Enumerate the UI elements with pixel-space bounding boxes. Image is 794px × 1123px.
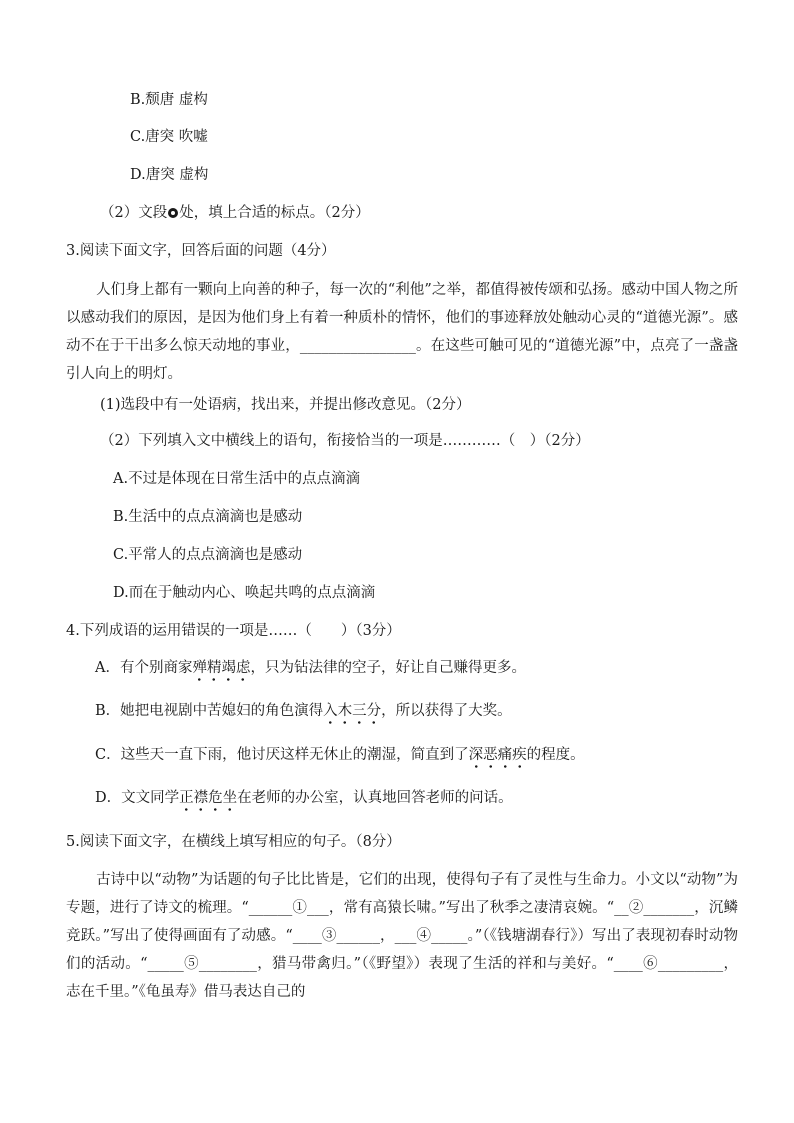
q4-b-post: ，所以获得了大奖。 [381,703,512,719]
q2-option-d: D.唐突 虚构 [130,167,209,183]
black-circle-mark-icon [168,208,178,218]
q4-a-pre: A．有个别商家 [95,660,193,676]
q4-c-post: 的程度。 [526,747,585,763]
q3-option-a: A.不过是体现在日常生活中的点点滴滴 [113,471,361,487]
q4-option-a [95,658,526,678]
q4-c-pre: C．这些天一直下雨，他讨厌这样无休止的潮湿，简直到了 [95,747,469,763]
q4-option-c [95,745,585,765]
q5-passage [66,866,738,1006]
q3-passage [66,276,738,388]
q4-heading: 4.下列成语的运用错误的一项是……（ ）（3分） [66,623,401,639]
q4-option-d [95,788,513,808]
q5-passage-text: 古诗中以“动物”为话题的句子比比皆是，它们的出现，使得句子有了灵性与生命力。小文以“动物”为专题，进行了诗文的梳理。“______①___，常有高猿长啸。”写出了秋季之凄清哀婉。“__②_______，沉鳞竞跃。”写出了使得画面有了动感。“____③______，___④_____。”（《钱塘湖春行》）写出了表现初春时动物们的活动。“_____⑤________，猎马带禽归。”（《野望》）表现了生活的祥和与美好。“____⑥_________，志在千里。”《龟虽寿》借马表达自己的 [66,872,738,1000]
q3-heading: 3.阅读下面文字，回答后面的问题（4分） [66,243,336,259]
q3-passage-text: 人们身上都有一颗向上向善的种子，每一次的“利他”之举，都值得被传颂和弘扬。感动中国人物之所以感动我们的原因，是因为他们身上有着一种质朴的情怀，他们的事迹释放处触动心灵的“道德光源”。感动不在于干出多么惊天动地的事业，________________。在这些可触可见的“道德光源”中，点亮了一盏盏引人向上的明灯。 [66,282,738,382]
q2-sub-question-2 [100,203,370,223]
q2-sub2-after: 处，填上合适的标点。（2分） [179,205,370,221]
q5-heading: 5.阅读下面文字，在横线上填写相应的句子。（8分） [66,834,401,850]
q3-option-b: B.生活中的点点滴滴也是感动 [113,509,303,525]
q4-d-idiom: 正襟危坐 [179,790,237,812]
q3-sub-question-1: (1)选段中有一处语病，找出来，并提出修改意见。（2分） [100,397,471,413]
q4-a-post: ，只为钻法律的空子，好让自己赚得更多。 [250,660,526,676]
q3-option-d: D.而在于触动内心、唤起共鸣的点点滴滴 [113,585,376,601]
q2-option-c: C.唐突 吹嘘 [130,129,208,145]
q2-sub2-before: （2）文段 [100,205,168,221]
q4-c-idiom: 深恶痛疾 [469,747,527,769]
q3-sub-question-2: （2）下列填入文中横线上的语句，衔接恰当的一项是…………（ ）（2分） [100,433,590,449]
q3-option-c: C.平常人的点点滴滴也是感动 [113,547,303,563]
q4-b-pre: B．她把电视剧中苦媳妇的角色演得 [95,703,324,719]
q4-option-b [95,701,512,721]
q2-option-b: B.颓唐 虚构 [130,92,208,108]
q4-d-post: 在老师的办公室，认真地回答老师的问话。 [237,790,513,806]
q4-b-idiom: 入木三分 [323,703,381,725]
q4-d-pre: D．文文同学 [95,790,180,806]
q4-a-idiom: 殚精竭虑 [192,660,250,682]
